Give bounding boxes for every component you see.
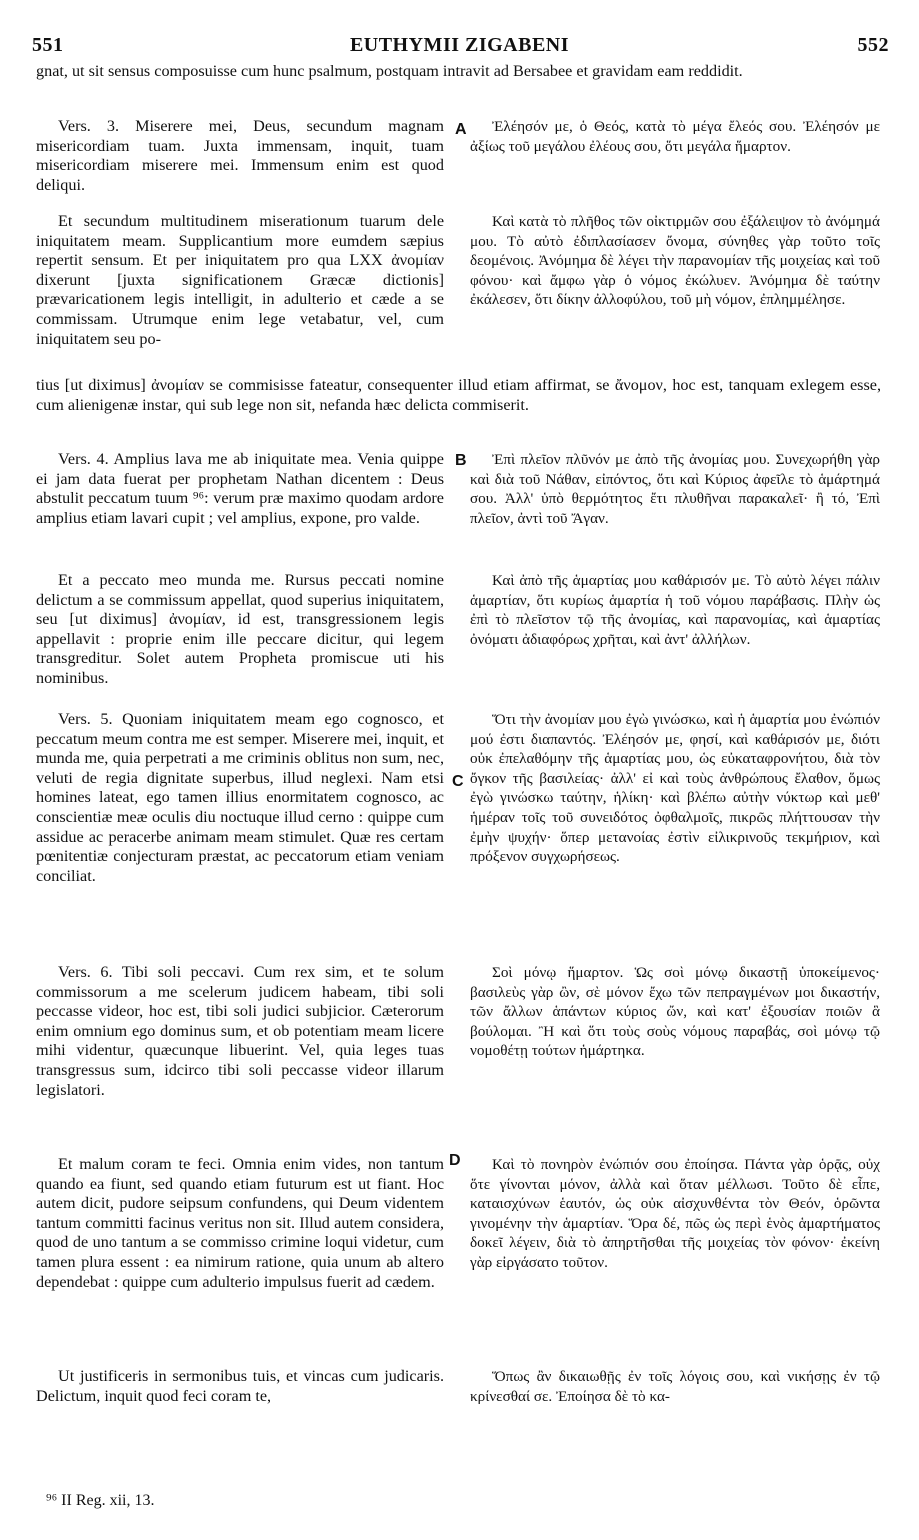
- greek-v6c-block: [470, 1367, 880, 1406]
- latin-verse-6c: Ut justificeris in sermonibus tuis, et vincas cum judicaris. Delictum, inquit quod feci coram te,: [36, 1367, 444, 1405]
- latin-v6c-block: [36, 1367, 444, 1406]
- greek-v5-block: [470, 710, 880, 867]
- greek-verse-6c: Ὅπως ἂν δικαιωθῇς ἐν τοῖς λόγοις σου, καὶ νικήσῃς ἐν τῷ κρίνεσθαί σε. Ἐποίησα δὲ τὸ κα-: [470, 1368, 880, 1405]
- latin-verse-6: Vers. 6. Tibi soli peccavi. Cum rex sim, et te solum commissorum a me scelerum judicem habeam, tibi soli peccasse videor, hoc est, tibi soli judici subjicior. Cæterorum enim omnium ego dominus sum, et ob potentiam meam licere mihi videntur, quæcunque libuerint. Vel, quia leges tuas transgressus sum, idcirco tibi soli peccasse videor illarum legislatori.: [36, 963, 444, 1099]
- latin-v4b-block: [36, 571, 444, 689]
- latin-verse-4b: Et a peccato meo munda me. Rursus peccati nomine delictum a se commissum appellat, quod superius iniquitatem, seu [ut diximus] ἀνομίαν, id est, transgressionem legis appellavit : proprie enim ille peccare dicitur, qui legem transgreditur. Solet autem Propheta promiscue uti his nominibus.: [36, 571, 444, 687]
- greek-verse-5: Ὅτι τὴν ἀνομίαν μου ἐγὼ γινώσκω, καὶ ἡ ἁμαρτία μου ἐνώπιόν μού ἐστι διαπαντός. Ἐλέησόν με, φησί, καὶ καθάρισόν με, διότι οὐκ ἐπελαθόμην τῆς ἁμαρτίας μου, ὡς εὐκαταφρονήτου, διὰ τὸν ὄγκον τῆς βασιλείας· ἀλλ' εἰ καὶ τοὺς ἀνθρώπους ἔλαθον, ὅμως ἐγὼ γινώσκω ταύτην, ἡλίκη· καὶ βλέπω αὐτὴν νύκτωρ καὶ μεθ' ἡμέραν τοῖς τοῦ συνειδότος ὀφθαλμοῖς, πικρῶς πλήττουσαν τὴν ἐμὴν ψυχήν· ὅπερ μετανοίας ἐστὶν εἰλικρινοῦς τεκμήριον, καὶ πρόξενον συγχωρήσεως.: [470, 711, 880, 866]
- latin-v6-block: [36, 963, 444, 1100]
- greek-v4-block: [470, 450, 880, 528]
- greek-verse-4b: Καὶ ἀπὸ τῆς ἁμαρτίας μου καθάρισόν με. Τὸ αὐτὸ λέγει πάλιν ἁμαρτίαν, ὅτι κυρίως ἁμαρτία ἡ τοῦ νόμου παράβασις. Πλὴν ὡς ἐπὶ τὸ πλεῖστον τῷ τῆς ἀνομίας, καὶ παρανομίας, καὶ ἁμαρτίας ὀνόματι ἀδιαφόρως χρῆται, καὶ ἀντ' ἀλλήλων.: [470, 572, 880, 648]
- greek-v4b-block: [470, 571, 880, 649]
- latin-v6b-block: [36, 1155, 444, 1292]
- latin-v5-block: [36, 710, 444, 886]
- greek-verse-3b: Καὶ κατὰ τὸ πλῆθος τῶν οἰκτιρμῶν σου ἐξάλειψον τὸ ἀνόμημά μου. Τὸ αὐτὸ ἐδιπλασίασεν ὄνομα, σύνηθες γὰρ τοῦτο τοῖς δεομένοις. Ἀνόμημα δὲ λέγει τὴν παρανομίαν τῆς μοιχείας καὶ τοῦ φόνου· καὶ ἄμφω γὰρ ὁ νόμος ἐκώλυεν. Ἀνόμημα δὲ ταύτην ἐκάλεσεν, ὅτι δίκην ἀλλοφύλου, τοῦ μὴ νόμον, ἐπλημμέλησε.: [470, 213, 880, 309]
- greek-verse-6: Σοὶ μόνῳ ἥμαρτον. Ὡς σοὶ μόνῳ δικαστῇ ὑποκείμενος· βασιλεὺς γὰρ ὢν, σὲ μόνον ἔχω τῶν πεπραγμένων μοι δικαστήν, τῶν ἄλλων ἁπάντων κύριος ὤν, καὶ κατ' ἐξουσίαν ποιῶν ἃ βούλομαι. Ἢ καὶ ὅτι τοὺς σοὺς νόμους παραβάς, σοὶ μόνῳ τῷ νομοθέτῃ τούτων ἡμάρτηκα.: [470, 964, 880, 1060]
- latin-verse-5: Vers. 5. Quoniam iniquitatem meam ego cognosco, et peccatum meum contra me est semper. Miserere mei, inquit, et munda me, quia perpetrati a me criminis oblitus non sum, nec, veluti de regia dignitate superbus, illud neglexi. Nam etsi homines lateat, ego tamen illius enormitatem cognosco, ac conscientiæ meæ oculis diu noctuque illud cerno : quippe cum assidue ac peracerbe animam meam stimulet. Quæ res certam pœnitentiæ conjecturam præstat, ac peccatorum etiam veniam conciliat.: [36, 710, 444, 885]
- greek-verse-3: Ἐλέησόν με, ὁ Θεός, κατὰ τὸ μέγα ἔλεός σου. Ἐλέησόν με ἀξίως τοῦ μεγάλου ἐλέους σου, ὅτι μεγάλα ἥμαρτον.: [470, 118, 880, 155]
- footnote: ⁹⁶ II Reg. xii, 13.: [46, 1492, 155, 1509]
- latin-v3-block: [36, 117, 444, 195]
- greek-verse-6b: Καὶ τὸ πονηρὸν ἐνώπιόν σου ἐποίησα. Πάντα γὰρ ὁρᾷς, οὐχ ὅτε γίνονται μόνον, ἀλλὰ καὶ ὅταν μέλλωσι. Τοῦτο δὲ εἶπε, καταισχύνων ἑαυτόν, ὡς οὐκ αἰσχυνθέντα τὸν Θεόν, ὁρῶντα γινομένην τὴν ἁμαρτίαν. Ὅρα δέ, πῶς ὡς περὶ ἑνὸς ἁμαρτήματος δοκεῖ λέγειν, διὰ τὸ ἀπηρτῆσθαι τῆς μοιχείας τὸν φόνον· ἐκείνη γὰρ εἰργάσατο τοῦτον.: [470, 1156, 880, 1271]
- section-marker-a: A: [455, 121, 467, 138]
- section-marker-c: C: [452, 773, 464, 790]
- running-title: EUTHYMII ZIGABENI: [349, 34, 570, 56]
- latin-v3b-block: [36, 212, 444, 349]
- greek-v6b-block: [470, 1155, 880, 1273]
- latin-verse-4-continuation: tius [ut diximus] ἀνομίαν se commisisse fateatur, consequenter illud etiam affirmat, se ἄνομον, hoc est, tanquam exlegem esse, cum alienigenæ instar, qui sub lege non sit, nefanda hæc delicta commiserit.: [36, 376, 881, 414]
- page-number-left: 551: [32, 34, 64, 56]
- intro-paragraph: gnat, ut sit sensus composuisse cum hunc psalmum, postquam intravit ad Bersabee et gravidam eam reddidit.: [36, 62, 743, 80]
- greek-v3-block: [470, 117, 880, 156]
- latin-verse-3: Vers. 3. Miserere mei, Deus, secundum magnam misericordiam tuam. Juxta immensam, inquit, tuam misericordiam miserere mei. Immensum enim est quod deliqui.: [36, 117, 444, 194]
- section-marker-d: D: [449, 1152, 461, 1169]
- greek-verse-4: Ἐπὶ πλεῖον πλῦνόν με ἀπὸ τῆς ἀνομίας μου. Συνεχωρήθη γὰρ καὶ διὰ τοῦ Νάθαν, εἰπόντος, ὅτι καὶ Κύριος ἀφεῖλε τὸ ἁμάρτημά σου. Ἀλλ' ὑπὸ θερμότητος ἔτι πλυθῆναι παρακαλεῖ· ἢ τό, Ἐπὶ πλεῖον, ἀντὶ τοῦ Ἄγαν.: [470, 451, 880, 527]
- page-number-right: 552: [857, 34, 889, 56]
- latin-verse-4: Vers. 4. Amplius lava me ab iniquitate mea. Venia quippe ei jam data fuerat per prophetam Nathan dicentem : Deus abstulit peccatum tuum ⁹⁶: verum præ maximo quodam ardore amplius etiam lavari cupit ; vel amplius, expone, pro valde.: [36, 450, 444, 527]
- latin-verse-3b: Et secundum multitudinem miserationum tuarum dele iniquitatem meam. Supplicantium more eumdem sæpius repertit sensum. Et per iniquitatem pro qua LXX ἀνομίαν dixerunt [juxta significationem Græcæ dictionis] prævaricationem legis intelligit, in adulterio et cæde a se commissam. Utrumque enim lege vetabatur, vel, cum iniquitatem seu po-: [36, 212, 444, 348]
- greek-v6-block: [470, 963, 880, 1061]
- section-marker-b: B: [455, 452, 467, 469]
- latin-v4-block: [36, 450, 444, 528]
- greek-v3b-block: [470, 212, 880, 310]
- latin-verse-6b: Et malum coram te feci. Omnia enim vides, non tantum quando ea fiunt, sed quando etiam futurum est ut fiant. Hoc autem dicit, pudore seipsum confundens, qui Deum videntem tantum committi facinus veritus non sit. Illud autem considera, quod de uno tantum a se commisso crimine loqui videtur, cum tamen plura essent : ea nimirum ratione, quia unum ab altero dependebat : quippe cum adulterio impulsus fuerit ad cædem.: [36, 1155, 444, 1291]
